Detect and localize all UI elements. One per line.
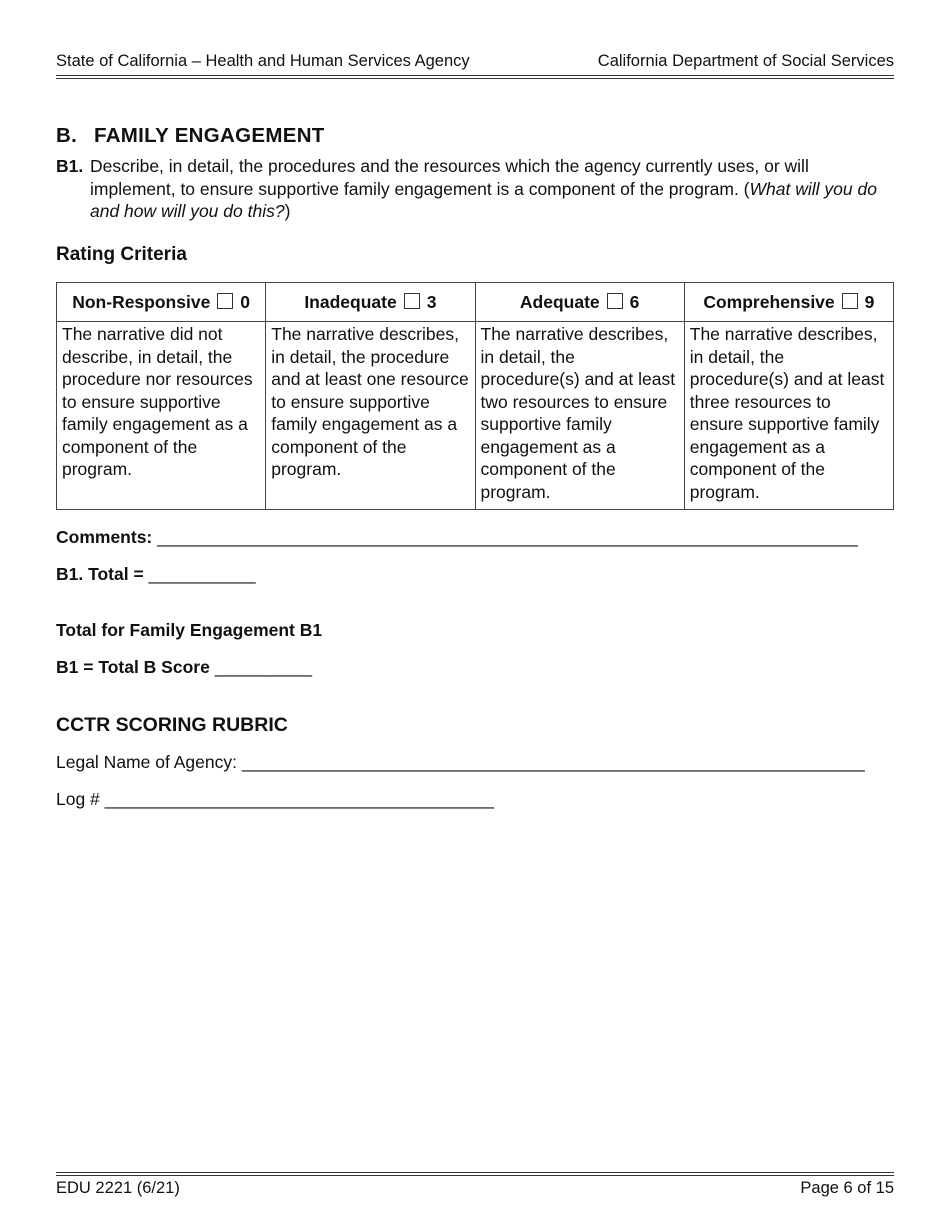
checkbox-comprehensive[interactable] bbox=[842, 293, 858, 309]
rating-header-non-responsive bbox=[57, 283, 266, 322]
question-italic: What will you do and how will you do this? bbox=[90, 178, 877, 221]
header-agency: State of California – Health and Human Services Agency bbox=[56, 52, 470, 70]
legal-name-row bbox=[56, 752, 865, 773]
rating-score: 6 bbox=[629, 291, 640, 312]
form-number: EDU 2221 (6/21) bbox=[56, 1179, 180, 1197]
b-score-label: B1 = Total B Score bbox=[56, 657, 210, 677]
legal-name-field[interactable]: ________________________________________________________________ bbox=[241, 752, 865, 772]
rating-score: 0 bbox=[240, 291, 251, 312]
checkbox-inadequate[interactable] bbox=[404, 293, 420, 309]
b1-total-field[interactable]: ___________ bbox=[148, 564, 256, 584]
page-footer bbox=[56, 1179, 894, 1198]
family-engagement-total-label: Total for Family Engagement B1 bbox=[56, 620, 323, 640]
rating-description-row bbox=[57, 322, 894, 510]
description-inadequate: The narrative describes, in detail, the procedure and at least one resource to ensure supportive family engagement as a component of the program. bbox=[266, 322, 475, 510]
b-score-row bbox=[56, 657, 312, 678]
description-adequate: The narrative describes, in detail, the procedure(s) and at least two resources to ensure supportive family engagement as a component of the program. bbox=[475, 322, 684, 510]
b1-total-row bbox=[56, 564, 256, 585]
rating-header-comprehensive bbox=[684, 283, 893, 322]
log-row bbox=[56, 789, 494, 810]
legal-name-label: Legal Name of Agency: bbox=[56, 752, 237, 772]
section-title bbox=[56, 124, 325, 148]
rating-label: Comprehensive bbox=[703, 291, 835, 312]
rating-label: Inadequate bbox=[304, 291, 397, 312]
log-field[interactable]: ________________________________________ bbox=[104, 789, 494, 809]
rating-label: Non-Responsive bbox=[72, 291, 211, 312]
rating-score: 3 bbox=[426, 291, 437, 312]
page-number: Page 6 of 15 bbox=[800, 1179, 894, 1197]
description-non-responsive: The narrative did not describe, in detail, the procedure nor resources to ensure supportive family engagement as a component of the program. bbox=[57, 322, 266, 510]
rating-header-adequate bbox=[475, 283, 684, 322]
b1-total-label: B1. Total = bbox=[56, 564, 144, 584]
rating-label: Adequate bbox=[519, 291, 600, 312]
question-b1 bbox=[56, 155, 894, 223]
checkbox-non-responsive[interactable] bbox=[217, 293, 233, 309]
rating-criteria-heading: Rating Criteria bbox=[56, 244, 187, 265]
footer-rule bbox=[56, 1172, 894, 1176]
question-number: B1. bbox=[56, 156, 84, 176]
b-score-field[interactable]: __________ bbox=[214, 657, 313, 677]
question-close: ) bbox=[284, 201, 291, 221]
rating-header-row bbox=[57, 283, 894, 322]
header-rule bbox=[56, 75, 894, 79]
form-page bbox=[56, 0, 894, 1230]
log-label: Log # bbox=[56, 789, 100, 809]
comments-row bbox=[56, 527, 858, 548]
rating-header-inadequate bbox=[266, 283, 475, 322]
description-comprehensive: The narrative describes, in detail, the procedure(s) and at least three resources to ensure supportive family engagement as a component of the program. bbox=[684, 322, 893, 510]
rating-score: 9 bbox=[864, 291, 875, 312]
question-text bbox=[90, 155, 894, 223]
section-heading: FAMILY ENGAGEMENT bbox=[94, 124, 325, 147]
checkbox-adequate[interactable] bbox=[607, 293, 623, 309]
comments-field[interactable]: ________________________________________________________________________ bbox=[157, 527, 858, 547]
section-letter: B. bbox=[56, 124, 78, 147]
page-header bbox=[56, 52, 894, 71]
rating-table bbox=[56, 282, 894, 510]
question-body: Describe, in detail, the procedures and the resources which the agency currently uses, or will implement, to ensure supportive family engagement is a component of the program. ( bbox=[90, 156, 809, 199]
header-department: California Department of Social Services bbox=[597, 52, 894, 70]
scoring-rubric-title: CCTR SCORING RUBRIC bbox=[56, 714, 288, 736]
comments-label: Comments: bbox=[56, 527, 153, 547]
